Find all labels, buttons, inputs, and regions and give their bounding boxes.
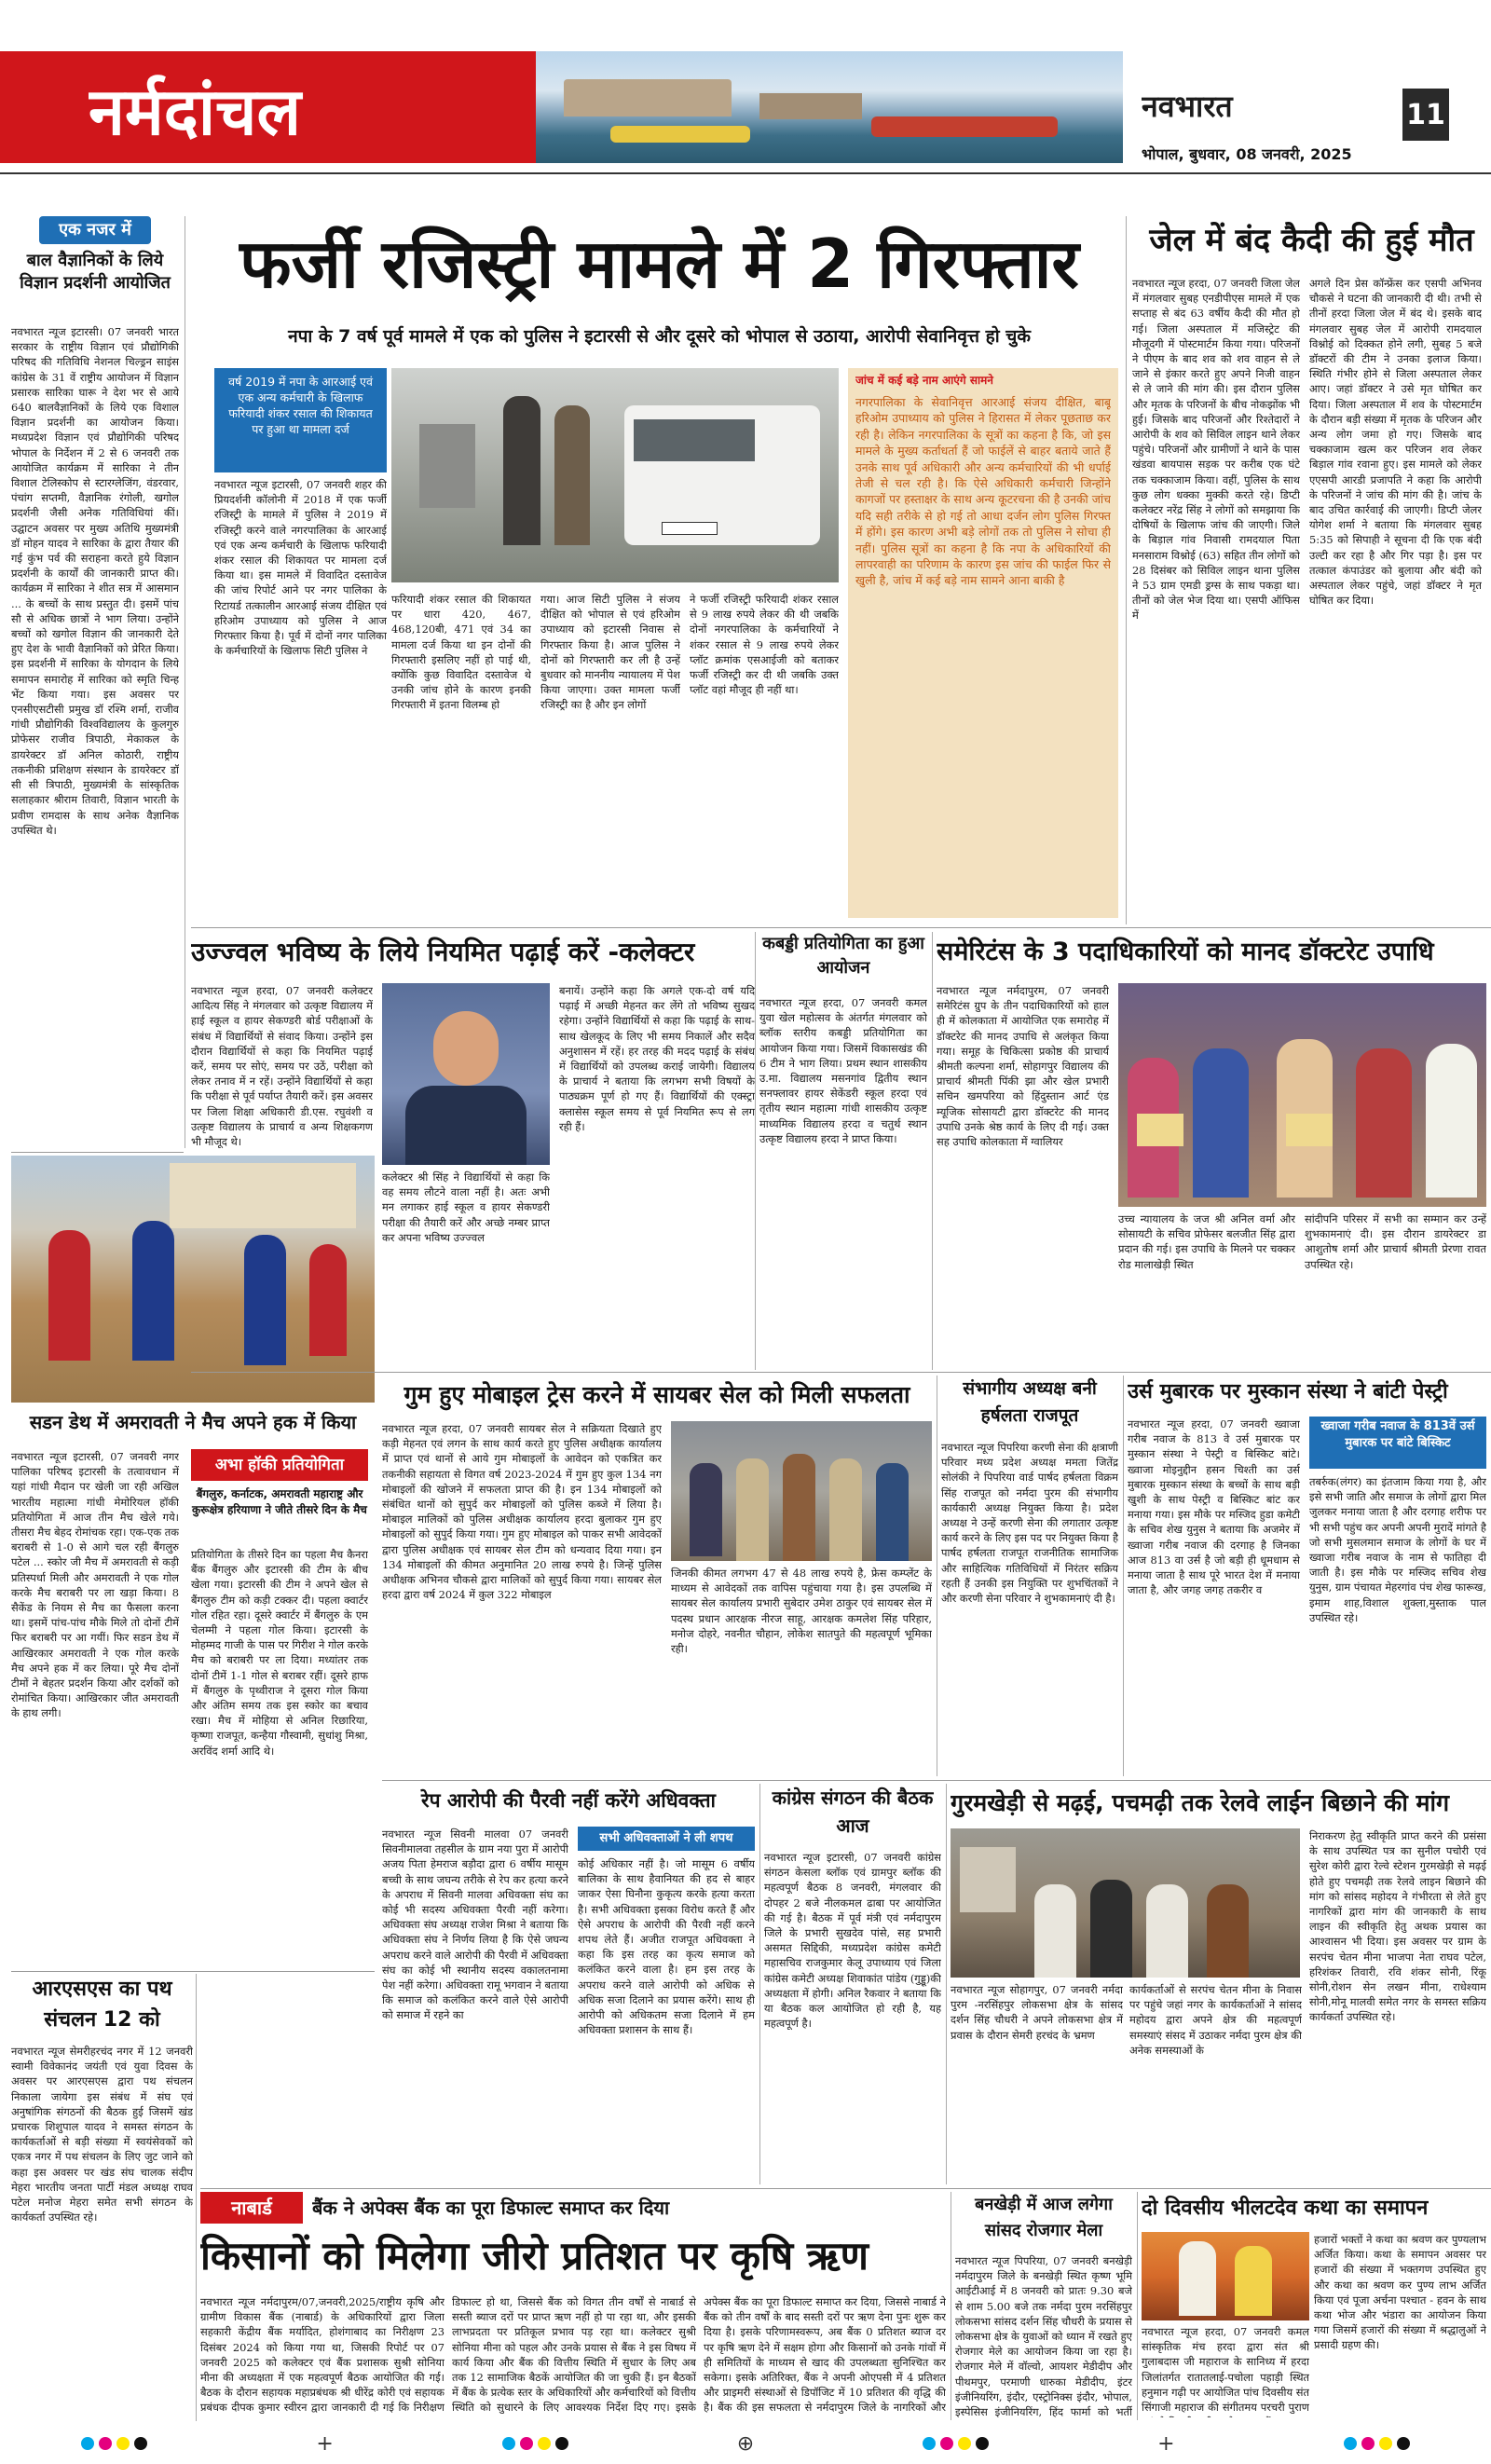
mobile-headline: गुम हुए मोबाइल ट्रेस करने में सायबर सेल को मिली सफलता [404, 1381, 910, 1408]
rape-body-2: कोई अधिकार नहीं है। जो मासूम 6 वर्षीय बालिका के साथ हैवानियत की हद से बाहर जाकर ऐसा घिनौना कुकृत्य करके हत्या करता है। सभी अधिवक्ता इसका विरोध करते हैं और ऐसे अपराध के आरोपी की पैरवी नहीं करने शपथ लेते हैं। अजीत राजपूत अधिवक्ता ने कहा कि इस तरह का कृत्य समाज को कलंकित करने वाला है। हम इस तरह के अपराध करने वाले आरोपी को अधिक से अधिक सजा दिलाने का प्रयास करेंगे। साथ ही आरोपी को अधिकतम सजा दिलाने में हम अधिवक्ता प्रशासन के साथ हैं। [578, 1857, 755, 2037]
rozgar-headline: बनखेड़ी में आज लगेगा सांसद रोजगार मेला [975, 2195, 1113, 2240]
katha-body-2: हजारों भक्तों ने कथा का श्रवण कर पुण्यलाभ अर्जित किया। कथा के समापन अवसर पर हजारों की संख्या में भक्तगण उपस्थित हुए और कथा का श्रवण कर पुण्य लाभ अर्जित किया एवं पूजा अर्चना पश्चात - हवन के साथ कथा भोज और भंडारा का आयोजन किया गया जिसमें हजारों की संख्या में श्रद्धालुओं ने प्रसादी ग्रहण की। [1314, 2233, 1486, 2352]
bank-body-1: नवभारत न्यूज नर्मदापुरम/07,जनवरी,2025/राष्ट्रीय कृषि और ग्रामीण विकास बैंक (नाबार्ड) के अधिकारियों द्वारा जिला सहकारी केंद्रीय बैंक मर्यादित, होशंगाबाद का निरीक्षण 23 दिसंबर 2024 को किया गया था, जिसकी रिपोर्ट पर 07 जनवरी 2025 को कलेक्टर एवं बैंक प्रशासक सुश्री सोनिया मीना की अध्यक्षता में एक महत्वपूर्ण बैठक आयोजित की गई। बैठक के दौरान सहायक महाप्रबंधक श्री धीरेंद्र कोरी एवं सहायक प्रबंधक दीपक कुमार स्वीरन द्वारा जानकारी दी गई कि निरीक्षण [200, 2295, 445, 2415]
masthead [0, 0, 1491, 212]
black-dot-icon [555, 2437, 568, 2450]
jail-headline: जेल में बंद कैदी की हुई मौत [1149, 222, 1474, 259]
mobile-handover-photo [671, 1421, 932, 1561]
registration-marks [0, 2428, 1491, 2459]
katha-photo [1142, 2232, 1309, 2320]
lead-sidebox-title: जांच में कई बड़े नाम आएंगे सामने [855, 374, 993, 387]
magenta-dot-icon [940, 2437, 953, 2450]
rape-headline: रेप आरोपी की पैरवी नहीं करेंगे अधिवक्ता [421, 1789, 716, 1812]
black-dot-icon [1397, 2437, 1410, 2450]
hockey-subhead: बैंगलुरु, कर्नाटक, अमरावती महाराष्ट्र और कुरूक्षेत्र हरियाणा ने जीते तीसरे दिन के मैच [192, 1487, 367, 1516]
ek-nazar-headline: बाल वैज्ञानिकों के लिये विज्ञान प्रदर्शनी आयोजित [20, 251, 171, 293]
lead-headline: फर्जी रजिस्ट्री मामले में 2 गिरफ्तार [239, 225, 1079, 303]
rail-body-1: नवभारत न्यूज सोहागपुर, 07 जनवरी नर्मदा पुरम -नरसिंहपुर लोकसभा क्षेत्र के सांसद दर्शन सिंह चौधरी ने अपने लोकसभा क्षेत्र में प्रवास के दौरान सेमरी हरचंद के भ्रमण [951, 1983, 1123, 2042]
magenta-dot-icon [99, 2437, 112, 2450]
rozgar-body: नवभारत न्यूज पिपरिया, 07 जनवरी बनखेड़ी नर्मदापुरम जिले के बनखेड़ी स्थित कृष्ण भूमि आईटीआई में 8 जनवरी को प्रातः 9.30 बजे से शाम 5.00 बजे तक नर्मदा पुरम नरसिंहपुर लोकसभा सांसद दर्शन सिंह चौधरी के प्रयास से लोकसभा क्षेत्र के युवाओं को ध्यान में रखते हुए रोजगार मेले का आयोजन किया जा रहा है। रोजगार मेले में वॉल्वो, आयशर मेडीदीप और पीथमपुर, परमाणी धारुका मेडीदीप, इंटर इंजीनियरिंग, इंदौर, एस्ट्रोनिक्स इंदौर, भोपाल, इस्पेसिस इंजीनियरिंग, हिंद फार्मा को भर्ती [955, 2254, 1132, 2419]
cyan-dot-icon [1344, 2437, 1357, 2450]
bank-body-3: अपेक्स बैंक का पूरा डिफाल्ट समाप्त कर दिया, जिससे नाबार्ड ने बैंक को तीन वर्षों के बाद सस्ती दरों पर ऋण देना पुनः शुरू कर दिया है। इसके परिणामस्वरूप, अब बैंक 0 प्रतिशत ब्याज दर पर कृषि ऋण देने में सक्षम होगा और किसानों को उनके गांवों में ही समितियों के माध्यम से खाद की उपलब्धता सुनिश्चित कर सकेगा। इसके अतिरिक्त, बैंक ने अपनी ओएपसी में 4 प्रतिशत और प्राइमरी संस्थाओं से डिपॉजिट में 10 प्रतिशत की वृद्धि की है। बैंक की इस सफलता से नर्मदापुरम जिले के नागरिकों और [704, 2295, 946, 2415]
rss-body: नवभारत न्यूज सेमरीहरचंद नगर में 12 जनवरी स्वामी विवेकानंद जयंती एवं युवा दिवस के अवसर पर आरएसएस द्वारा पथ संचलन निकाला जायेगा इस संबंध में संघ एवं अनुषांगिक संगठनों की बैठक हुई जिसमें खंड प्रचारक शिशुपाल यादव ने समस्त संगठन के कार्यकर्ताओं से बड़ी संख्या में स्वयंसेवकों को एकत्र नगर में पथ संचलन के लिए जुट जाने को कहा इस अवसर पर खंड संघ चालक संदीप मेहरा भारतीय जनता पार्टी मंडल अध्यक्ष राघव पटेल मनोज मेहरा समेत सभी संगठन के कार्यकर्ता उपस्थित रहे। [11, 2045, 193, 2224]
bank-headline: किसानों को मिलेगा जीरो प्रतिशत पर कृषि ऋण [200, 2233, 869, 2279]
bank-tag: नाबार्ड [200, 2192, 303, 2224]
cyan-dot-icon [502, 2437, 515, 2450]
jail-body-1: नवभारत न्यूज हरदा, 07 जनवरी जिला जेल में मंगलवार सुबह एनडीपीएस मामले में एक सप्ताह से बंद 63 वर्षीय कैदी की मौत हो गई। जिला अस्पताल में मजिस्ट्रेट की मौजूदगी में पोस्टमार्टम किया गया। परिजनों ने पीएम के बाद शव को शव वाहन से ले जाने से इंकार करते हुए अपने निजी वाहन से ले जाने की मांग की। इस दौरान पुलिस और मृतक के परिजनों के बीच नोकझोंक भी हुई। जिसके बाद परिजनों और रिश्तेदारों ने आरोपी के शव को सिविल लाइन थाने लेकर पहुंचे। परिजनों और ग्रामीणों ने थाने के पास खंडवा बायपास सड़क पर करीब एक घंटे तक चक्काजाम किया। वहीं, पुलिस के साथ कुछ लोग धक्का मुक्की करते रहे। डिप्टी कलेक्टर नरेंद्र सिंह ने लोगों को समझाया कि दोषियों के खिलाफ जांच की जाएगी। जिले के बिड़ाल गांव निवासी रामदयाल पिता मनसाराम विश्नोई (63) सहित तीन लोगों को 28 दिसंबर को सिविल लाइन थाना पुलिस ने 53 ग्राम एमडी ड्रग्स के साथ पकड़ा था। तीनों को जेल भेज दिया था। एसपी ऑफिस में [1132, 277, 1300, 623]
lead-sidebox-body: नगरपालिका के सेवानिवृत्त आरआई संजय दीक्षित, बाबू हरिओम उपाध्याय को पुलिस ने हिरासत में लेकर पूछताछ कर रही है। लेकिन नगरपालिका के सूत्रों का कहना है कि, जो इस मामले के मुख्य कर्ताधर्ता हैं जो फाईलें से बाहर बताये जाते हैं उनके साथ पूर्व अधिकारी और अन्य कर्मचारियों की भी धर्पाई तेजी से चल रही है। कि ऐसे अधिकारी कर्मचारी जिन्होंने कागजों पर हस्ताक्षर के साथ अन्य कूटरचना की है उनकी जांच यदि सही तरीके से हो गई तो आधा दर्जन लोग पुलिस गिरफ्त में होंगे। इस कारण अभी बड़े लोगों तक तो पुलिस ने सोचा ही नहीं। पुलिस सूत्रों का कहना है कि नपा के अधिकारियों की लापरवाही का परिणाम के कारण इस जांच की फाईल फिर से खुली है, जांच में कई बड़े नाम सामने आना बाकी है [855, 395, 1111, 588]
katha-headline: दो दिवसीय भीलटदेव कथा का समापन [1142, 2197, 1429, 2220]
section-title: नर्मदांचल [89, 74, 301, 150]
collector-caption: कलेक्टर श्री सिंह ने विद्यार्थियों से कहा कि वह समय लौटने वाला नहीं है। अतः अभी मन लगाकर हाई स्कूल व हायर सेकण्डरी परीक्षा की तैयारी करें और अच्छे नम्बर प्राप्त कर अपना भविष्य उज्ज्वल [382, 1170, 550, 1244]
collector-body-1: नवभारत न्यूज हरदा, 07 जनवरी कलेक्टर आदित्य सिंह ने मंगलवार को उत्कृष्ट विद्यालय में हाई स्कूल व हायर सेकण्डरी बोर्ड परीक्षाओं के संबंध में विद्यार्थियों से संवाद किया। उन्होंने इस दौरान विद्यार्थियों से कहा कि नियमित पढ़ाई करें, समय पर सोएं, समय पर उठें, परीक्षा को लेकर तनाव में न रहें। उन्होंने विद्यार्थियों से कहा कि परीक्षा से पूर्व पर्याप्त तैयारी करें। इस अवसर पर जिला शिक्षा अधिकारी डी.एस. रघुवंशी व उत्कृष्ट विद्यालय के प्राचार्य व अन्य शिक्षकगण भी मौजूद थे। [191, 984, 373, 1149]
congress-headline: कांग्रेस संगठन की बैठक आज [772, 1786, 934, 1837]
lead-pullquote [214, 368, 387, 472]
crosshair-icon: + [316, 2431, 334, 2456]
crosshair-icon: + [1157, 2431, 1175, 2456]
harsh-headline: संभागीय अध्यक्ष बनी हर्षलता राजपूत [963, 1378, 1097, 1426]
yellow-dot-icon [1379, 2437, 1392, 2450]
katha-body-1: नवभारत न्यूज हरदा, 07 जनवरी कमल सांस्कृतिक मंच हरदा द्वारा संत श्री गुलाबदास जी महाराज के सानिध्य में हरदा जिलांतर्गत रातातलाई-पचोला पहाड़ी स्थित हनुमान गढ़ी पर आयोजित पांच दिवसीय संत सिंगाजी महाराज की संगीतमय परचरी पुराण [1142, 2325, 1309, 2415]
yellow-dot-icon [538, 2437, 551, 2450]
ek-nazar-body: नवभारत न्यूज इटारसी। 07 जनवरी भारत सरकार के राष्ट्रीय विज्ञान एवं प्रौद्योगिकी परिषद की गतिविधि नेशनल चिल्ड्रन साइंस कांग्रेस के 31 वें राष्ट्रीय आयोजन में विज्ञान प्रसारक सारिका घारू ने देश भर से आये 640 बालवैज्ञानिकों के लिये एक विशाल विज्ञान प्रदर्शनी का आयोजन किया। मध्यप्रदेश विज्ञान एवं प्रौद्योगिकी परिषद भोपाल के निर्देशन में 2 से 6 जनवरी तक आयोजित कार्यक्रम में सारिका ने तीन विशाल टेलिस्कोप से स्टारग्लेजिंग, वंडरवार, पंचांग सप्तमी, वैज्ञानिक रंगोली, खगोल प्रदर्शनी जैसी अनेक गतिविधियां कीं। उद्घाटन अवसर पर मुख्य अतिथि मुख्यमंत्री डॉ मोहन यादव ने सारिका के द्वारा तैयार की गई कुंभ पर्व की सराहना करते हुये विज्ञान प्रदर्शनी के कार्यों की जानकारी प्राप्त की। कार्यक्रम में सारिका ने शीत सत्र में आसमान ... के बच्चों के साथ प्रस्तुत दी। इसमें पांच सौ से अधिक छात्रों ने भाग लिया। उन्होंने बच्चों को खगोल विज्ञान की जानकारी देते हुए देश के भावी वैज्ञानिकों को प्रेरित किया। इस प्रदर्शनी में सारिका के योगदान के लिये समापन समारोह में सारिका को स्मृति चिन्ह भेंट किया गया। इस अवसर पर एनसीएसटीसी प्रमुख डॉ रश्मि शर्मा, राजीव गांधी प्रौद्योगिकी विश्वविद्यालय के कुलगुरु प्रोफेसर राजीव त्रिपाठी, मेकाकल के डायरेक्टर डॉ अनिल कोठारी, राष्ट्रीय तकनीकी प्रशिक्षण संस्थान के डायरेक्टर डॉ सी सी त्रिपाठी, मुख्यमंत्री के सांस्कृतिक सलाहकार श्रीराम तिवारी, विज्ञान भारती के प्रवीण रामदास के साथ अनेक वैज्ञानिक उपस्थित थे। [11, 325, 179, 837]
rss-headline: आरएसएस का पथ संचलन 12 को [32, 1978, 172, 2032]
ek-nazar-tag: एक नजर में [39, 216, 151, 244]
newspaper-brand: नवभारत [1142, 89, 1233, 124]
collector-portrait [382, 983, 550, 1165]
cyan-dot-icon [923, 2437, 936, 2450]
hockey-tag: अभा हॉकी प्रतियोगिता [191, 1449, 368, 1481]
doctorate-award-photo [1118, 983, 1486, 1207]
jail-body-2: अगले दिन प्रेस कॉन्फ्रेंस कर एसपी अभिनव चौकसे ने घटना की जानकारी दी थी। तभी से तीनों हरदा जिला जेल में बंद थे। इसके बाद मंगलवार सुबह जेल में आरोपी रामदयाल विश्नोई को दिक्कत होने लगी, सुबह 5 बजे डॉक्टरों की टीम ने उनका इलाज किया। स्थिति गंभीर होने से जिला अस्पताल लेकर आए। जहां डॉक्टर ने उसे मृत घोषित कर दिया। जिला अस्पताल में शव के पोस्टमार्टम के दौरान बड़ी संख्या में मृतक के परिजन और अन्य लोग जमा हो गए। जिसके बाद चक्काजाम खत्म कर परिजन शव लेकर बिड़ाल गांव रवाना हुए। इस मामले को लेकर एएसपी आरडी प्रजापति ने कहा कि आरोपी के परिजनों ने जांच की मांग की है। जांच के बाद उचित कार्रवाई की जाएगी। डिप्टी जेलर योगेश शर्मा ने बताया कि मंगलवार सुबह 5:35 को सिपाही ने सूचना दी कि एक बंदी उल्टी कर रहा है और गिर पड़ा है। इस पर तत्काल कंपाउंडर को बुलाया और बंदी को अस्पताल लेकर पहुंचे, जहां डॉक्टर ने मृत घोषित कर दिया। [1309, 277, 1482, 608]
black-dot-icon [134, 2437, 147, 2450]
doctorate-headline: समेरिटंस के 3 पदाधिकारियों को मानद डॉक्टरेट उपाधि [937, 938, 1434, 966]
collector-body-2: बनायें। उन्होंने कहा कि अगले एक-दो वर्ष यदि पढ़ाई में अच्छी मेहनत कर लेंगे तो भविष्य सुखद रहेगा। उन्होंने विद्यार्थियों से कहा कि पढ़ाई के साथ-साथ खेलकूद के लिए भी समय निकालें और सदैव अनुशासन में रहें। हर तरह की मदद पढ़ाई के संबंध में विद्यार्थियों को उपलब्ध कराई जायेगी। विद्यालय के प्राचार्य ने बताया कि लगभग सभी विषयों के पाठ्यक्रम पूर्ण हो गए हैं। विद्यार्थियों की एक्स्ट्रा क्लासेस स्कूल समय से पूर्व नियमित रूप से लग रही हैं। [559, 984, 755, 1133]
yellow-dot-icon [958, 2437, 971, 2450]
mobile-body-1: नवभारत न्यूज हरदा, 07 जनवरी सायबर सेल ने सक्रियता दिखाते हुए कड़ी मेहनत एवं लगन के साथ कार्य करते हुए पुलिस अधीक्षक कार्यालय में प्राप्त एवं थानों से आये गुम मोबाइलों के आवेदन को एकत्रित कर तकनीकी सहायता से विगत वर्ष 2023-2024 में गुम हुए कुल 134 नग मोबाइलों की खोजने में सफलता प्राप्त की है। इन 134 मोबाइलों को संबंधित थानों को सुपुर्द कर मोबाइलों को पुलिस कब्जे में लिया है। मोबाइल मालिकों को पुलिस अधीक्षक कार्यालय हरदा बुलाकर गुम हुए मोबाइलों को सुपुर्द किया गया। गुम हुए मोबाइल को पाकर सभी आवेदकों द्वारा पुलिस अधीक्षक एवं सायबर सेल टीम को धन्यवाद दिया गया। इन 134 मोबाइलों की कीमत अनुमानित 20 लाख रुपये है। जिन्हें पुलिस अधीक्षक अभिनव चौकसे द्वारा मालिकों को सुपुर्द किया गया। सायबर सेल हरदा द्वारा वर्ष 2024 में कुल 322 मोबाइल [382, 1422, 662, 1602]
doctorate-body-2: उच्च न्यायालय के जज श्री अनिल वर्मा और सोसायटी के सचिव प्रोफेसर बलजीत सिंह द्वारा प्रदान की गई। इस उपाधि के मिलने पर चक्कर रोड मालाखेड़ी स्थित [1118, 1212, 1295, 1271]
doctorate-body-1: नवभारत न्यूज नर्मदापुरम, 07 जनवरी समेरिटंस ग्रुप के तीन पदाधिकारियों को हाल ही में कोलकाता में आयोजित एक समारोह में डॉक्टरेट की मानद उपाधि से अलंकृत किया गया। समूह के चिकित्सा प्रकोष्ठ की प्राचार्य श्रीमती कल्पना शर्मा, सोहागपुर विद्यालय की प्राचार्य श्रीमती पिंकी झा और खेल प्रभारी सचिन खमपरिया को हिंदुस्तान आर्ट एंड म्यूजिक सोसायटी द्वारा डॉक्टरेट की मानद उपाधि उनके श्रेष्ठ कार्य के लिए दी गई। उक्त सह उपाधि कोलकाता में ग्वालियर [937, 984, 1109, 1149]
rape-tag: सभी अधिवक्ताओं ने ली शपथ [578, 1827, 755, 1851]
congress-body: नवभारत न्यूज इटारसी, 07 जनवरी कांग्रेस संगठन केसला ब्लॉक एवं ग्रामपुर ब्लॉक की महत्वपूर्ण बैठक 8 जनवरी, मंगलवार की दोपहर 2 बजे नीलकमल ढाबा पर आयोजित की गई है। बैठक में पूर्व मंत्री एवं नर्मदापुरम जिले के प्रभारी सुखदेव पांसे, सह प्रभारी असमत सिद्दिकी, मध्यप्रदेश कांग्रेस कमेटी महासचिव राजकुमार केलू उपाध्याय एवं जिला कांग्रेस कमेटी अध्यक्ष शिवाकांत पांडेय (गुड्डू)की अध्यक्षता में होगी। अनिल रैकवार ने बताया कि या बैठक कल आयोजित हो रही है, यह महत्वपूर्ण है। [764, 1851, 941, 2031]
hockey-photo [11, 1156, 375, 1403]
crosshair-icon: ⊕ [736, 2431, 755, 2456]
magenta-dot-icon [520, 2437, 533, 2450]
mobile-body-2: जिनकी कीमत लगभग 47 से 48 लाख रुपये है, फ्रेस कम्प्लेंट के माध्यम से आवेदकों तक वापिस पहुंचाया गया है। इस उपलब्धि में सायबर सेल कार्यालय प्रभारी सुबेदार उमेश ठाकुर एवं सायबर सेल में पदस्थ प्रधान आरक्षक नीरज साहू, आरक्षक कमलेश सिंह परिहार, मनोज दोहरे, नवनीत चौहान, लोकेश सातपुते की महत्वपूर्ण भूमिका रही। [671, 1567, 932, 1656]
rail-body-3: निराकरण हेतु स्वीकृति प्राप्त करने की प्रसंसा के साथ उपस्थित पत्र का सुनील पचोरी एवं सुरेश कोरी द्वारा रेल्वे स्टेशन गुरमखेड़ी से मढ़ई होते हुए पचमढ़ी तक रेलवे लाइन बिछाने की मांग को सांसद महोदय ने गंभीरता से लेते हुए नागरिकों द्वारा मांग की जानकारी के साथ लाइन की स्वीकृति हेतु अथक प्रयास का आश्वासन भी दिया। इस अवसर पर ग्राम के सरपंच चेतन मीना भाजपा नेता राघव पटेल, हरिशंकर तिवारी, रवि शंकर सोनी, रिंकू सोनी,रोशन सेन लखन मीना, राधेश्याम सोनी,मोनू मालवी समेत नगर के समस्त सक्रिय कार्यकर्ता उपस्थित रहे। [1309, 1829, 1486, 2024]
lead-deck: नपा के 7 वर्ष पूर्व मामले में एक को पुलिस ने इटारसी से और दूसरे को भोपाल से उठाया, आरोपी सेवानिवृत्त हो चुके [288, 326, 1031, 347]
yellow-dot-icon [116, 2437, 130, 2450]
ek-nazar-box [11, 216, 179, 1148]
magenta-dot-icon [1361, 2437, 1375, 2450]
collector-headline: उज्ज्वल भविष्य के लिये नियमित पढ़ाई करें -कलेक्टर [191, 937, 695, 967]
black-dot-icon [976, 2437, 989, 2450]
hockey-body-1: नवभारत न्यूज इटारसी, 07 जनवरी नगर पालिका परिषद इटारसी के तत्वावधान में यहां गांधी मैदान पर खेली जा रही अखिल भारतीय महात्मा गांधी मेमोरियल हॉकी प्रतियोगिता में आज तीन मैच खेले गये। तीसरा मैच बेहद रोमांचक रहा। एक-एक तक बराबरी से 1-0 से आगे चल रही बैंगलुरु पटेल ... स्कोर जी मैच में अमरावती से कड़ी प्रतिस्पर्धा मिली और अमरावती ने एक गोल करके मैच बराबरी पर ला खड़ा किया। 8 सैकेंड के नियम से मैच का फैसला करना था। इसमें पांच-पांच मौके मिले तो दोनों टीमें फिर बराबरी पर आ गयीं। फिर सडन डेथ में आखिरकार अमरावती ने एक गोल करके मैच अपने हक में कर लिया। पूरे मैच दोनों टीमों ने बेहतर प्रदर्शन किया और दर्शकों को रोमांचित किया। आखिरकार जीत अमरावती के हाथ लगी। [11, 1450, 179, 1720]
urs-body-2: तबर्रुक(लंगर) का इंतजाम किया गया है, और इसे सभी जाति और समाज के लोगों द्वारा मिल जुलकर मनाया जाता है और दरगाह शरीफ पर भी सभी पहुंच कर अपनी अपनी मुरादें मांगते है जो सभी मुसलमान समाज के लोगों के घर में ख्वाजा गरीब नवाज के नाम से फातिहा दी जाती है। इस मौके पर मस्जिद सचिव शेख युनुस, ग्राम पंचायत मेहरगांव पंच शेख फारूख, इमाम शाह,विशाल शुक्ला,मुस्ताक पाल उपस्थित रहे। [1309, 1475, 1486, 1624]
kabaddi-body: नवभारत न्यूज हरदा, 07 जनवरी कमल युवा खेल महोत्सव के अंतर्गत मंगलवार को ब्लॉक स्तरीय कबड्डी प्रतियोगिता का आयोजन किया गया। जिसमें विकासखंड की 6 टीम ने भाग लिया। प्रथम स्थान शासकीय उ.मा. विद्यालय मसनगांव द्वितीय स्थान सनफ्लावर हायर सेकेंडरी स्कूल हरदा एवं तृतीय स्थान महात्मा गांधी शासकीय उत्कृष्ट माध्यमिक विद्यालय हरदा व चतुर्थ स्थान उत्कृष्ट विद्यालय हरदा ने प्राप्त किया। [759, 996, 927, 1145]
lead-body-4: ने फर्जी रजिस्ट्री फरियादी शंकर रसाल से 9 लाख रुपये लेकर की थी जबकि दोनों नगरपालिका के कर्मचारियों ने शंकर रसाल से 9 लाख रुपये लेकर प्लॉट क्रमांक एसआईजी को बताकर फर्जी रजिस्ट्री कर दी थी जबकि उक्त प्लॉट वहां मौजूद ही नहीं था। [690, 593, 839, 697]
page-number: 11 [1406, 99, 1445, 131]
lead-body-3: गया। आज सिटी पुलिस ने संजय दीक्षित को भोपाल से एवं हरिओम उपाध्याय को इटारसी निवास से गिरफ्तार किया है। आज पुलिस ने दोनों को गिरफ्तारी कर ली है उन्हें बुधवार को माननीय न्यायालय में पेश किया जाएगा। उक्त मामला फर्जी रजिस्ट्री का है और इन लोगों [540, 593, 680, 712]
urs-headline: उर्स मुबारक पर मुस्कान संस्था ने बांटी पेस्ट्री [1128, 1380, 1448, 1403]
hockey-caption: सडन डेथ में अमरावती ने मैच अपने हक में किया [29, 1411, 357, 1433]
kabaddi-headline: कबड्डी प्रतियोगिता का हुआ आयोजन [762, 934, 924, 978]
bank-kicker: बैंक ने अपेक्स बैंक का पूरा डिफाल्ट समाप्त कर दिया [312, 2197, 670, 2219]
police-car-photo [391, 368, 839, 582]
hockey-body-2: प्रतियोगिता के तीसरे दिन का पहला मैच कैनरा बैंक बैंगलुरु और इटारसी की टीम के बीच खेला गया। इटारसी की टीम ने अपने खेल से बैंगलुरु टीम को कड़ी टक्कर दी। पहला क्वार्टर गोल रहित रहा। दूसरे क्वार्टर में बैंगलुरु के एम चेलम्मी ने पहला गोल किया। इटारसी के मोहम्मद गाजी के पास पर गिरीश ने गोल करके मैच को बराबरी पर ला दिया। मध्यांतर तक दोनों टीमें 1-1 गोल से बराबर रहीं। दूसरे हाफ में बैंगलुरु के पृथ्वीराज ने दूसरा गोल किया और अंतिम समय तक इस स्कोर का बचाव रखा। मैच में मोहिया से अनिल रिछारिया, कृष्णा राजपूत, कन्हैया गौस्वामी, सुधांशु मिश्रा, अरविंद शर्मा आदि थे। [191, 1548, 368, 1758]
urs-body-1: नवभारत न्यूज हरदा, 07 जनवरी ख्वाजा गरीब नवाज के 813 वे उर्स मुबारक पर मुस्कान संस्था ने पेस्ट्री व बिस्किट बांटे। ख्वाजा मोइनुद्दीन हसन चिश्ती का उर्स मुबारक मुस्कान संस्था के बच्चों के साथ बड़ी खुशी के साथ पेस्ट्री व बिस्किट बांट कर मनाया गया। इस मौके पर मस्जिद हुडा कमेटी के सचिव शेख युनुस ने बताया कि अजमेर में ख्वाजा गरीब नवाज की दरगाह है जिनका आज 813 वा उर्स है जो बड़ी ही धूमधाम से मनाया जाता है साथ पूरे भारत देश में मनाया जाता है, और जगह जगह तकरीर व [1128, 1417, 1300, 1597]
lead-body-2: फरियादी शंकर रसाल की शिकायत पर धारा 420, 467, 468,120बी, 471 एवं 34 का मामला दर्ज किया था इन दोनों की गिरफ्तारी इसलिए नहीं हो पाई थी, क्योंकि कुछ विवादित दस्तावेज थे उनकी जांच होने के कारण इनकी गिरफ्तारी में इतना विलम्ब हो [391, 593, 531, 712]
rape-body-1: नवभारत न्यूज सिवनी मालवा 07 जनवरी सिवनीमालवा तहसील के ग्राम नया पुरा में आरोपी अजय पिता हेमराज बड़ौदा द्वारा 6 वर्षीय मासूम बच्ची के साथ जघन्य तरीके से रेप कर हत्या करने के अपराध में सिवनी मालवा अधिवक्ता संघ का कोई भी सदस्य अधिवक्ता पैरवी नहीं करेगा। अधिवक्ता संघ अध्यक्ष राजेश मिश्रा ने बताया कि अधिवक्ता संघ ने निर्णय लिया है कि ऐसे जघन्य अपराध करने वाले आरोपी की पैरवी में अधिवक्ता संघ का कोई भी स्थानीय सदस्य वकालतनामा पेश नहीं करेगा। अधिवक्ता रामू भगवान ने बताया कि समाज को कलंकित करने वाले ऐसे आरोपी को समाज में रहने का [382, 1827, 568, 2022]
cyan-dot-icon [81, 2437, 94, 2450]
rail-body-2: कार्यकर्ताओं से सरपंच चेतन मीना के निवास पर पहुंचे जहां नगर के कार्यकर्ताओं ने सांसद महोदय द्वारा अपने क्षेत्र की महत्वपूर्ण समस्याएं संसद में उठाकर नर्मदा पुरम क्षेत्र की अनेक समस्याओं के [1129, 1983, 1302, 2057]
doctorate-body-3: सांदीपनि परिसर में सभी का सम्मान कर उन्हें शुभकामनाएं दी। इस दौरान डायरेक्टर डा आशुतोष शर्मा और प्राचार्य श्रीमती प्रेरणा रावत उपस्थित रहे। [1305, 1212, 1486, 1271]
harsh-body: नवभारत न्यूज पिपरिया करणी सेना की क्षत्राणी परिवार मध्य प्रदेश अध्यक्ष ममता जितेंद्र सोलंकी ने पिपरिया वार्ड पार्षद हर्षलता विक्रम सिंह राजपूत को नर्मदा पुरम की संभागीय कार्यकारी अध्यक्ष नियुक्त किया है। प्रदेश अध्यक्ष ने उन्हें करणी सेना की लगातार उत्कृष्ट कार्य करने के लिए इस पद पर नियुक्त किया है पार्षद हर्षलता राजपूत राजनीतिक सामाजिक और साहित्यिक गतिविधियों में निरंतर सक्रिय रहती हैं उनकी इस नियुक्ति पर शुभचिंतकों ने और करणी सेना परिवार ने शुभकामनाएं दी है। [941, 1441, 1118, 1606]
rail-meeting-photo [951, 1828, 1300, 1978]
header-river-photo [536, 51, 1123, 163]
urs-tag: ख्वाजा गरीब नवाज के 813वें उर्स मुबारक पर बांटे बिस्किट [1309, 1417, 1486, 1469]
lead-pullquote-text: वर्ष 2019 में नपा के आरआई एवं एक अन्य कर्मचारी के खिलाफ फरियादी शंकर रसाल की शिकायत पर हुआ था मामला दर्ज [228, 375, 373, 436]
lead-body-1: नवभारत न्यूज इटारसी, 07 जनवरी शहर की प्रियदर्शनी कॉलोनी में 2018 में एक फर्जी रजिस्ट्री के मामले में पुलिस ने 2019 में रजिस्ट्री करने वाले नगरपालिका के आरआई एवं एक अन्य कर्मचारी के खिलाफ फरियादी शंकर रसाल की शिकायत पर मामला दर्ज किया था। इस मामले में विवादित दस्तावेज की जांच रिपोर्ट आने पर नगर पालिका के रिटायर्ड तत्कालीन आरआई संजय दीक्षित एवं हरिओम उपाध्याय को पुलिस ने आज गिरफ्तार किया है। पूर्व में दोनों नगर पालिका के कर्मचारियों के खिलाफ सिटी पुलिस ने [214, 478, 387, 658]
dateline: भोपाल, बुधवार, 08 जनवरी, 2025 [1142, 145, 1352, 163]
lead-sidebox [848, 368, 1118, 918]
bank-body-2: डिफाल्ट हो था, जिससे बैंक को विगत तीन वर्षों से नाबार्ड से सस्ती ब्याज दरों पर प्राप्त ऋण नहीं हो पा रहा था, और इसकी लाभप्रदता पर प्रतिकूल प्रभाव पड़ रहा था। कलेक्टर सुश्री सोनिया मीना को पहल और उनके प्रयास से बैंक ने इस विषय में कार्य किया और बैंक की वित्तीय स्थिति में सुधार के लिए अब तक 12 सामाजिक बैठकें आयोजित की जा चुकी हैं। इन बैठकों में बैंक के प्रत्येक स्तर के अधिकारियों और कर्मचारियों को वित्तीय स्थिति को सुधारने के लिए आवश्यक निर्देश दिए गए। इसके [452, 2295, 696, 2415]
rail-headline: गुरमखेड़ी से मढ़ई, पचमढ़ी तक रेलवे लाईन बिछाने की मांग [951, 1789, 1450, 1816]
